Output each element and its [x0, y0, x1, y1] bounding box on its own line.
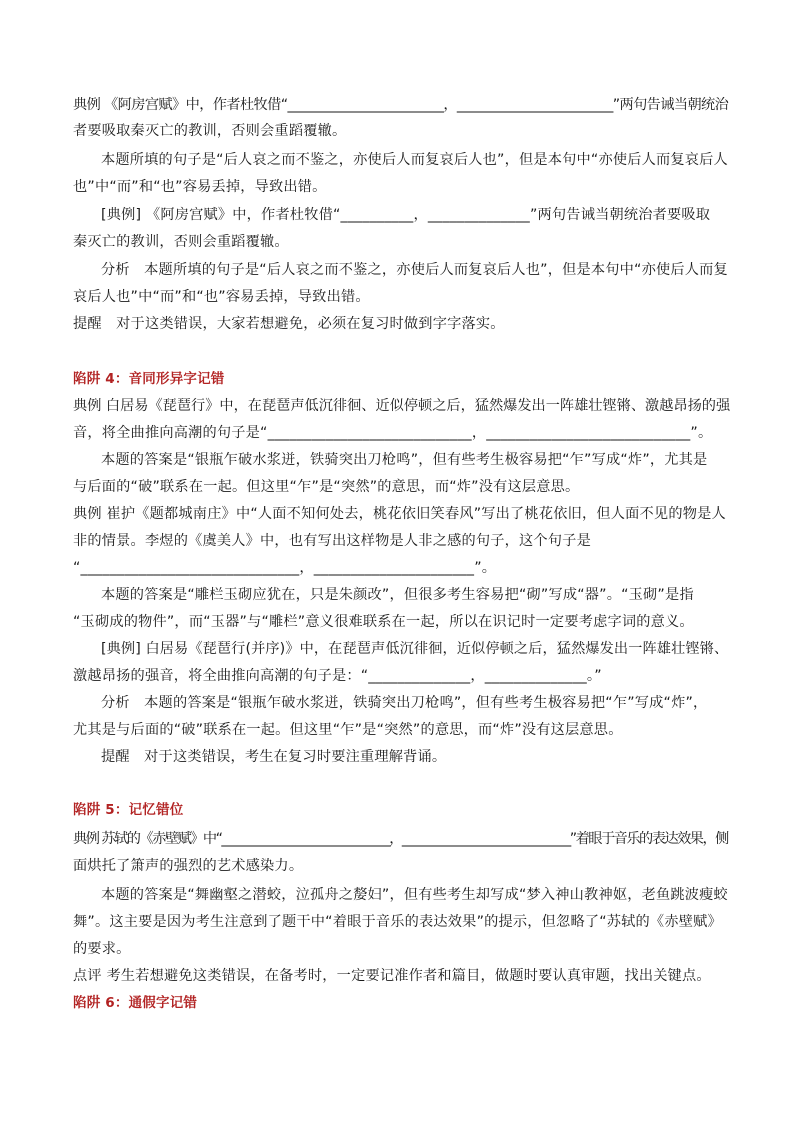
section-heading: 陷阱 5：记忆错位: [73, 802, 184, 818]
paragraph-line: 分析 本题的答案是“银瓶乍破水浆迸，铁骑突出刀枪鸣”，但有些考生极容易把“乍”写成“炸”，: [101, 695, 708, 711]
paragraph-line: 面烘托了箫声的强烈的艺术感染力。: [73, 858, 304, 874]
paragraph-line: 提醒 对于这类错误，考生在复习时要注重理解背诵。: [101, 749, 447, 765]
paragraph-line: 舞”。这主要是因为考生注意到了题干中“着眼于音乐的表达效果”的提示，但忽略了“苏轼的《赤壁赋》: [73, 914, 722, 930]
section-heading: 陷阱 6：通假字记错: [73, 995, 198, 1011]
paragraph-line: 秦灭亡的教训，否则会重蹈覆辙。: [73, 234, 289, 250]
paragraph-line: 与后面的“破”联系在一起。但这里“乍”是“突然”的意思，而“炸”没有这层意思。: [73, 479, 580, 495]
paragraph-line: 者要吸取秦灭亡的教训，否则会重蹈覆辙。: [73, 123, 347, 139]
paragraph-line: 典例 苏轼的《赤壁赋》中“______________________________，______________________________”着眼于音乐的表达效果，侧: [73, 831, 728, 847]
paragraph-line: 提醒 对于这类错误，大家若想避免，必须在复习时做到字字落实。: [73, 316, 505, 332]
paragraph-line: “玉砌成的物件”，而“玉器”与“雕栏”意义很难联系在一起，所以在识记时一定要考虑字词的意义。: [73, 614, 694, 630]
paragraph-line: 本题所填的句子是“后人哀之而不鉴之，亦使后人而复哀后人也”，但是本句中“亦使后人而复哀后人: [101, 152, 728, 168]
section-heading: 陷阱 4：音同形异字记错: [73, 371, 225, 387]
paragraph-line: [典例] 白居易《琵琶行(并序)》中，在琵琶声低沉徘徊，近似停顿之后，猛然爆发出一阵雄壮铿锵、: [101, 641, 729, 657]
paragraph-line: 典例 白居易《琵琶行》中，在琵琶声低沉徘徊、近似停顿之后，猛然爆发出一阵雄壮铿锵、激越昂扬的强: [73, 398, 731, 414]
paragraph-line: 音，将全曲推向高潮的句子是“____________________________，____________________________”。: [73, 425, 713, 441]
paragraph-line: 点评 考生若想避免这类错误，在备考时，一定要记准作者和篇目，做题时要认真审题，找出关键点。: [73, 968, 711, 984]
paragraph-line: 本题的答案是“雕栏玉砌应犹在，只是朱颜改”，但很多考生容易把“砌”写成“器”。“玉砌”是指: [101, 587, 694, 603]
paragraph-line: 典例 崔护《题都城南庄》中“人面不知何处去，桃花依旧笑春风”写出了桃花依旧，但人面不见的物是人: [73, 506, 726, 522]
paragraph-line: 典例 《阿房宫赋》中，作者杜牧借“________________________，________________________”两句告诫当朝统治: [73, 97, 729, 113]
paragraph-line: 本题的答案是“舞幽壑之潜蛟，泣孤舟之嫠妇”，但有些考生却写成“梦入神山教神妪，老鱼跳波瘦蛟: [101, 887, 728, 903]
paragraph-line: 非的情景。李煜的《虞美人》中，也有写出这样物是人非之感的句子，这个句子是: [73, 533, 591, 549]
paragraph-line: 哀后人也”中“而”和“也”容易丢掉，导致出错。: [73, 289, 370, 305]
paragraph-line: 激越昂扬的强音，将全曲推向高潮的句子是：“______________，______________。”: [73, 668, 602, 684]
paragraph-line: 的要求。: [73, 941, 131, 957]
paragraph-line: 尤其是与后面的“破”联系在一起。但这里“乍”是“突然”的意思，而“炸”没有这层意思。: [73, 722, 623, 738]
paragraph-line: [典例] 《阿房宫赋》中，作者杜牧借“__________，______________”两句告诫当朝统治者要吸取: [101, 207, 711, 223]
paragraph-line: 分析 本题所填的句子是“后人哀之而不鉴之，亦使后人而复哀后人也”，但是本句中“亦使后人而复: [101, 262, 728, 278]
paragraph-line: 本题的答案是“银瓶乍破水浆迸，铁骑突出刀枪鸣”，但有些考生极容易把“乍”写成“炸”，尤其是: [101, 452, 708, 468]
paragraph-line: “______________________________，______________________”。: [73, 560, 497, 576]
paragraph-line: 也”中“而”和“也”容易丢掉，导致出错。: [73, 179, 327, 195]
